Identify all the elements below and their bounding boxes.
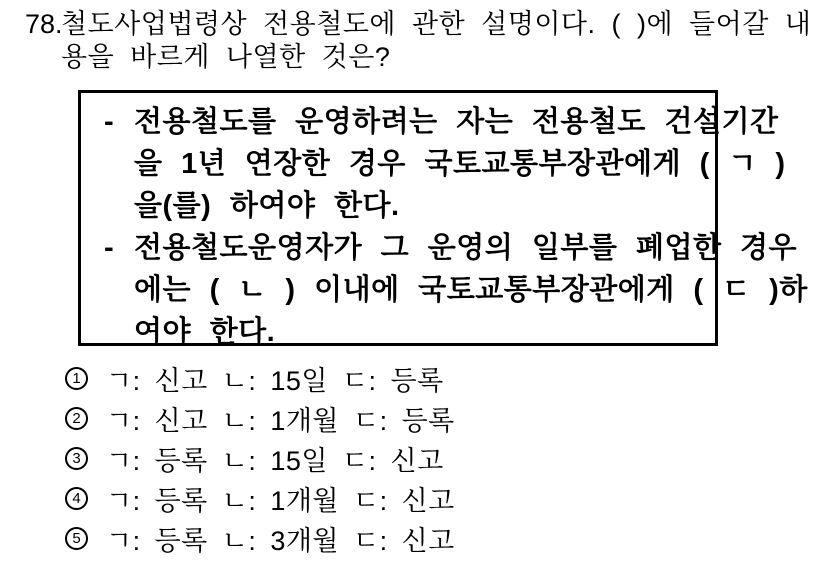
statement-box [78,90,808,348]
statement-item-lines [134,101,786,227]
bullet-dash-marker: - [104,106,114,138]
question-block [25,8,811,74]
choice-option-5[interactable] [65,518,455,558]
question-text-line: 용을 바르게 나열한 것은? [61,42,391,72]
choices-list [65,358,455,558]
choice-text: ㄱ: 신고 ㄴ: 1개월 ㄷ: 등록 [106,405,455,436]
choice-option-3[interactable] [65,438,455,478]
statement-item [104,227,808,353]
choice-option-2[interactable] [65,398,455,438]
statement-line: 전용철도를 운영하려는 자는 전용철도 건설기간 [134,106,779,138]
statement-item [104,101,786,227]
choice-text: ㄱ: 등록 ㄴ: 15일 ㄷ: 신고 [106,445,444,476]
question-text [61,8,811,74]
choice-text: ㄱ: 신고 ㄴ: 15일 ㄷ: 등록 [106,365,444,396]
statement-line: 에는 ( ㄴ ) 이내에 국토교통부장관에게 ( ㄷ )하 [134,274,808,306]
choice-option-1[interactable] [65,358,455,398]
question-number: 78. [25,9,63,39]
statement-line: 여야 한다. [134,316,276,348]
statement-line: 전용철도운영자가 그 운영의 일부를 폐업한 경우 [134,232,798,264]
choice-option-4[interactable] [65,478,455,518]
choice-circle-number: 4 [65,487,88,510]
choice-text: ㄱ: 등록 ㄴ: 3개월 ㄷ: 신고 [106,525,455,556]
question-text-line: 철도사업법령상 전용철도에 관한 설명이다. ( )에 들어갈 내 [61,9,812,39]
choice-circle-number: 5 [65,527,88,550]
statement-line: 을 1년 연장한 경우 국토교통부장관에게 ( ㄱ ) [134,148,786,180]
choice-text: ㄱ: 등록 ㄴ: 1개월 ㄷ: 신고 [106,485,455,516]
statement-line: 을(를) 하여야 한다. [134,190,400,222]
statement-item-lines [134,227,808,353]
choice-circle-number: 1 [65,367,88,390]
bullet-dash-marker: - [104,232,114,264]
choice-circle-number: 3 [65,447,88,470]
choice-circle-number: 2 [65,407,88,430]
